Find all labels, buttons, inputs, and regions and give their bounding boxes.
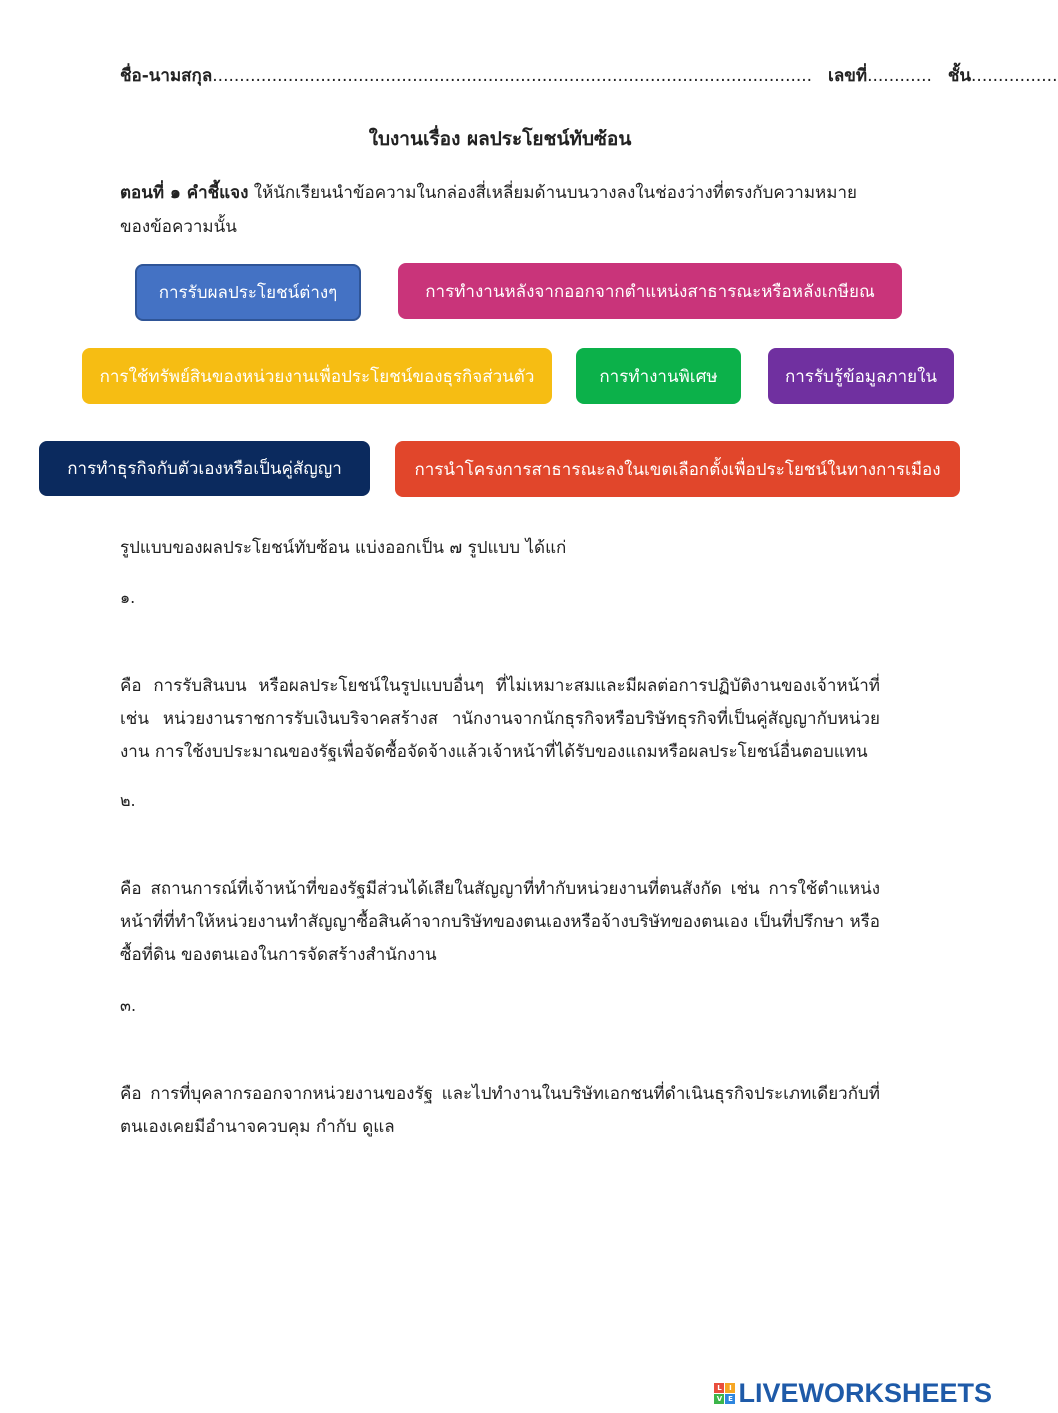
drop-zone-3[interactable]	[150, 988, 880, 1022]
item-number: ๒.	[120, 791, 136, 810]
name-blank[interactable]: ...............................................................................................................	[212, 66, 813, 86]
logo-text: LIVEWORKSHEETS	[738, 1377, 992, 1408]
instruction-heading: ตอนที่ ๑ คำชี้แจง	[120, 183, 249, 203]
instruction	[120, 176, 880, 244]
number-label: เลขที่	[828, 66, 868, 86]
class-label: ชั้น	[947, 66, 972, 86]
item-number: ๑.	[120, 588, 136, 607]
logo-letter: V	[714, 1394, 724, 1404]
logo-letter: I	[725, 1383, 735, 1393]
answer-chip-post-employment[interactable]: การทำงานหลังจากออกจากตำแหน่งสาธารณะหรือหลังเกษียณ	[398, 263, 902, 319]
worksheet-title: ใบงานเรื่อง ผลประโยชน์ทับซ้อน	[368, 128, 632, 150]
item-description: คือ การที่บุคลากรออกจากหน่วยงานของรัฐ และไปทำงานในบริษัทเอกชนที่ดำเนินธุรกิจประเภทเดียวกับที่ตนเองเคยมีอำนาจควบคุม กำกับ ดูแล	[120, 1084, 880, 1137]
answer-chip-pork-barrel[interactable]: การนำโครงการสาธารณะลงในเขตเลือกตั้งเพื่อประโยชน์ในทางการเมือง	[395, 441, 960, 497]
logo-icon	[714, 1383, 735, 1404]
instruction-text: ให้นักเรียนนำข้อความในกล่องสี่เหลี่ยมด้านบนวางลงในช่องว่างที่ตรงกับความหมายของข้อความนั้น	[120, 183, 857, 237]
number-blank[interactable]: ............	[867, 66, 932, 86]
student-info-line	[120, 62, 1058, 92]
item-number: ๓.	[120, 996, 137, 1015]
answer-chip-using-assets[interactable]: การใช้ทรัพย์สินของหน่วยงานเพื่อประโยชน์ของธุรกิจส่วนตัว	[82, 348, 552, 404]
drop-zone-2[interactable]	[150, 783, 880, 817]
class-blank[interactable]: ................	[971, 66, 1058, 86]
answer-chip-receiving-benefits[interactable]: การรับผลประโยชน์ต่างๆ	[135, 264, 361, 321]
answer-chip-insider-info[interactable]: การรับรู้ข้อมูลภายใน	[768, 348, 954, 404]
liveworksheets-logo	[714, 1378, 992, 1408]
item-description: คือ การรับสินบน หรือผลประโยชน์ในรูปแบบอื่นๆ ที่ไม่เหมาะสมและมีผลต่อการปฏิบัติงานของเจ้าหน้าที่ เช่น หน่วยงานราชการรับเงินบริจาคสร้างส านักงานจากนักธุรกิจหรือบริษัทธุรกิจที่เป็นคู่สัญญากับหน่วยงาน การใช้งบประมาณของรัฐเพื่อจัดซื้อจัดจ้างแล้วเจ้าหน้าที่ได้รับของแถมหรือผลประโยชน์อื่นตอบแทน	[120, 676, 880, 762]
logo-letter: L	[714, 1383, 724, 1393]
answer-chip-self-dealing[interactable]: การทำธุรกิจกับตัวเองหรือเป็นคู่สัญญา	[39, 441, 370, 496]
intro-text: รูปแบบของผลประโยชน์ทับซ้อน แบ่งออกเป็น ๗ รูปแบบ ได้แก่	[120, 538, 567, 558]
answer-chip-outside-work[interactable]: การทำงานพิเศษ	[576, 348, 741, 404]
name-label: ชื่อ-นามสกุล	[120, 66, 213, 86]
logo-letter: E	[725, 1394, 735, 1404]
item-description: คือ สถานการณ์ที่เจ้าหน้าที่ของรัฐมีส่วนได้เสียในสัญญาที่ทำกับหน่วยงานที่ตนสังกัด เช่น การใช้ตำแหน่งหน้าที่ที่ทำให้หน่วยงานทำสัญญาซื้อสินค้าจากบริษัทของตนเองหรือจ้างบริษัทของตนเอง เป็นที่ปรึกษา หรือซื้อที่ดิน ของตนเองในการจัดสร้างสำนักงาน	[120, 879, 880, 965]
drop-zone-1[interactable]	[150, 580, 880, 614]
